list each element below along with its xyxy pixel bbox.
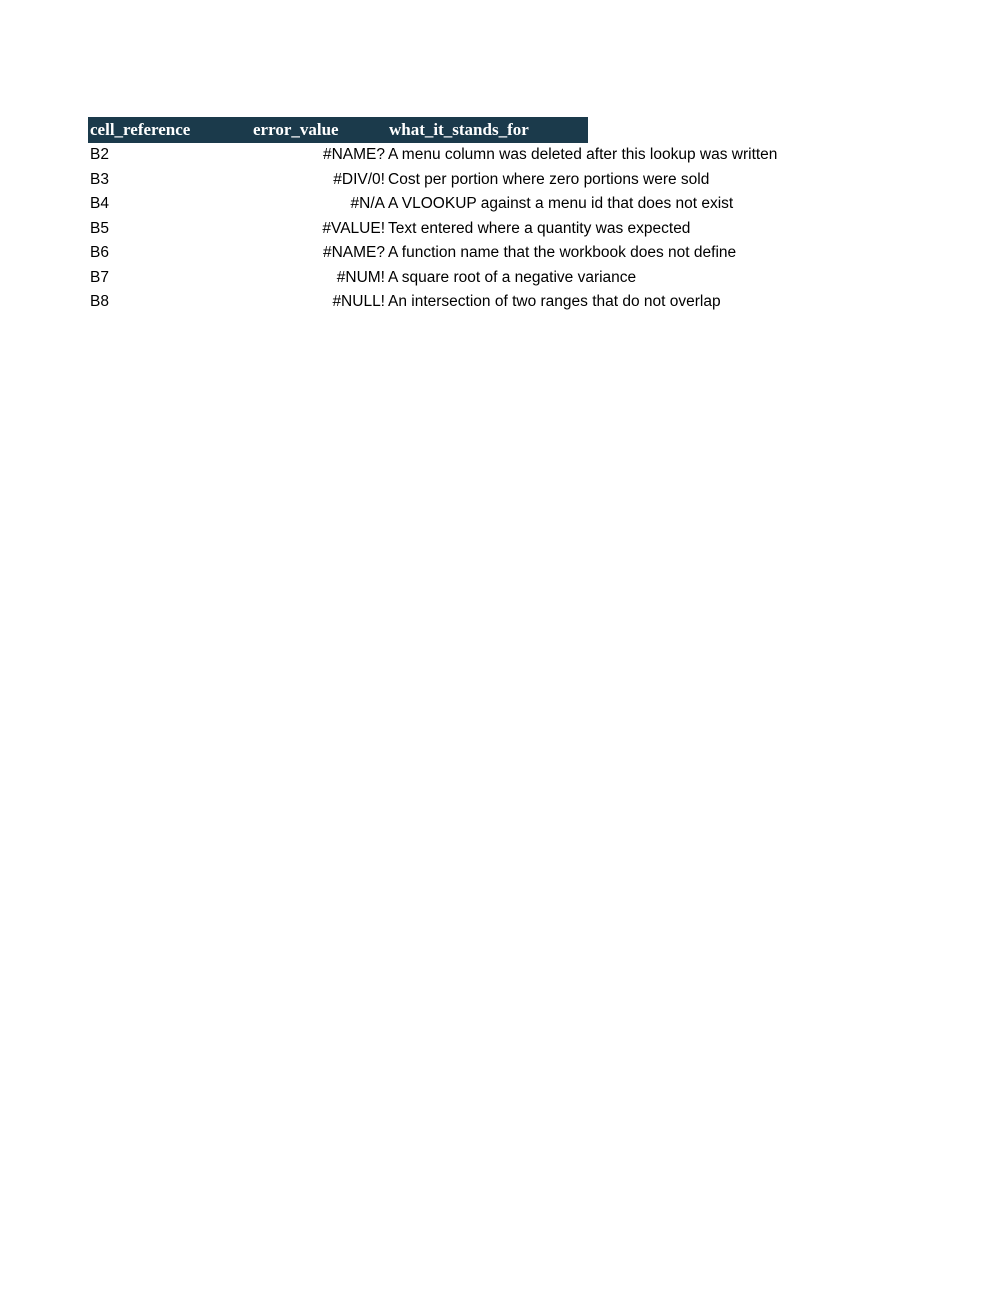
table-row xyxy=(88,168,710,193)
table-row xyxy=(88,192,734,217)
table-row xyxy=(88,241,737,266)
table-row xyxy=(88,217,691,242)
what-it-stands-for[interactable]: A menu column was deleted after this lookup was written xyxy=(388,146,778,163)
what-it-stands-for[interactable]: Cost per portion where zero portions were sold xyxy=(388,170,710,188)
spreadsheet-table xyxy=(88,117,778,315)
error-value[interactable]: #VALUE! xyxy=(322,219,385,237)
what-it-stands-for[interactable]: A square root of a negative variance xyxy=(388,268,637,286)
header-what-it-stands-for[interactable]: what_it_stands_for xyxy=(389,120,529,139)
error-value[interactable]: #DIV/0! xyxy=(333,170,385,188)
what-it-stands-for[interactable]: A VLOOKUP against a menu id that does not exist xyxy=(388,195,734,212)
cell-reference[interactable]: B5 xyxy=(90,219,109,237)
error-value[interactable]: #NULL! xyxy=(332,293,385,310)
header-error-value[interactable]: error_value xyxy=(253,120,339,139)
cell-reference[interactable]: B7 xyxy=(90,268,109,286)
table-row xyxy=(88,290,721,315)
table-row xyxy=(88,143,778,168)
cell-reference[interactable]: B3 xyxy=(90,170,109,188)
what-it-stands-for[interactable]: Text entered where a quantity was expected xyxy=(388,219,691,237)
error-value[interactable]: #NAME? xyxy=(322,146,385,163)
what-it-stands-for[interactable]: A function name that the workbook does not define xyxy=(388,244,737,261)
what-it-stands-for[interactable]: An intersection of two ranges that do not overlap xyxy=(388,293,721,310)
error-value[interactable]: #NAME? xyxy=(322,244,385,261)
cell-reference[interactable]: B4 xyxy=(90,195,109,212)
cell-reference[interactable]: B2 xyxy=(90,146,109,163)
cell-reference[interactable]: B6 xyxy=(90,244,109,261)
header-cell-reference[interactable]: cell_reference xyxy=(90,120,191,139)
cell-reference[interactable]: B8 xyxy=(90,293,109,310)
error-value[interactable]: #NUM! xyxy=(336,268,385,286)
table-row xyxy=(88,266,637,291)
table-header-row xyxy=(88,117,588,143)
error-value[interactable]: #N/A xyxy=(350,195,385,212)
